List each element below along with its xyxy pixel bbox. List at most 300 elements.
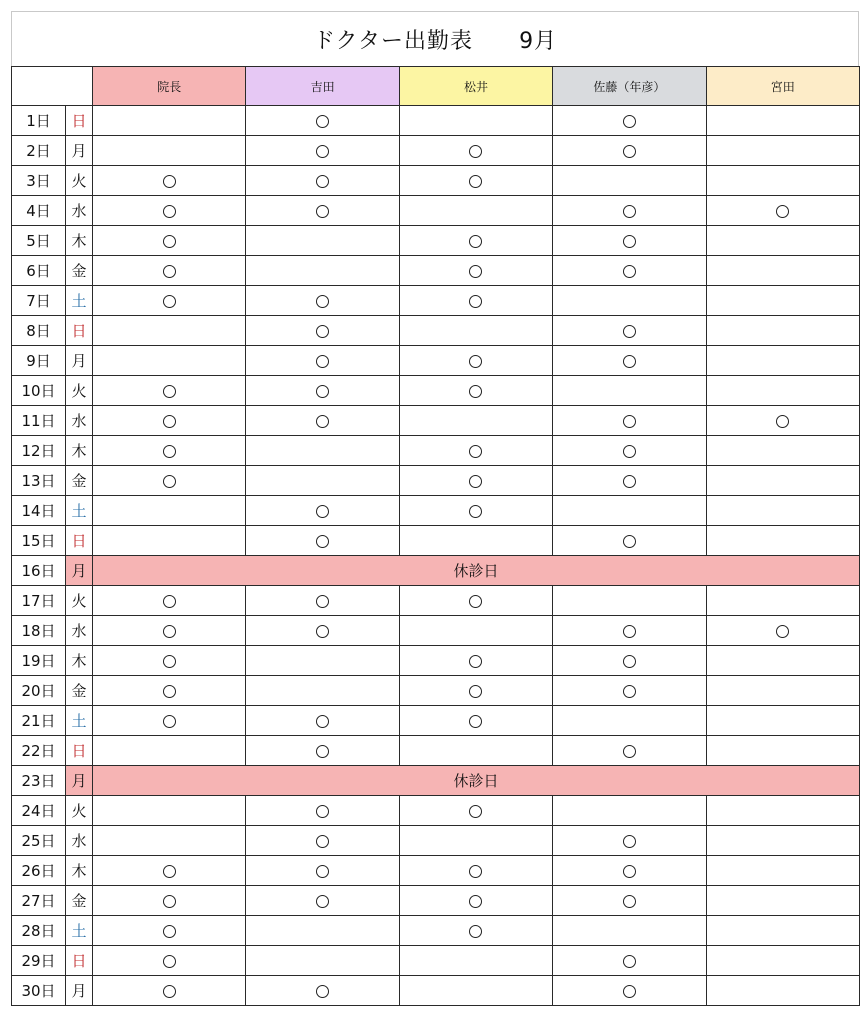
shift-cell-incho (93, 256, 246, 286)
weekday-cell: 金 (66, 256, 93, 286)
table-row (12, 166, 860, 196)
attendance-circle-icon (316, 595, 329, 608)
attendance-circle-icon (469, 355, 482, 368)
shift-cell-yoshida (246, 406, 399, 436)
shift-cell-miyata (706, 886, 859, 916)
shift-cell-miyata (706, 916, 859, 946)
day-cell: 5日 (12, 226, 66, 256)
shift-cell-yoshida (246, 376, 399, 406)
shift-cell-yoshida (246, 856, 399, 886)
day-cell: 21日 (12, 706, 66, 736)
shift-cell-matsui (399, 376, 552, 406)
shift-cell-yoshida (246, 916, 399, 946)
shift-cell-miyata (706, 646, 859, 676)
day-cell: 29日 (12, 946, 66, 976)
table-row (12, 856, 860, 886)
attendance-circle-icon (623, 955, 636, 968)
shift-cell-yoshida (246, 346, 399, 376)
attendance-circle-icon (623, 535, 636, 548)
shift-cell-miyata (706, 616, 859, 646)
attendance-circle-icon (316, 835, 329, 848)
shift-cell-sato (553, 196, 706, 226)
shift-cell-matsui (399, 286, 552, 316)
shift-cell-incho (93, 196, 246, 226)
shift-cell-matsui (399, 946, 552, 976)
day-cell: 25日 (12, 826, 66, 856)
table-row (12, 736, 860, 766)
attendance-circle-icon (163, 445, 176, 458)
shift-cell-matsui (399, 706, 552, 736)
attendance-circle-icon (623, 445, 636, 458)
table-row (12, 316, 860, 346)
shift-cell-incho (93, 616, 246, 646)
day-cell: 6日 (12, 256, 66, 286)
attendance-circle-icon (316, 205, 329, 218)
shift-cell-yoshida (246, 796, 399, 826)
attendance-circle-icon (316, 535, 329, 548)
table-row (12, 136, 860, 166)
attendance-circle-icon (316, 625, 329, 638)
shift-cell-yoshida (246, 166, 399, 196)
table-row (12, 346, 860, 376)
attendance-circle-icon (163, 265, 176, 278)
shift-cell-incho (93, 706, 246, 736)
shift-cell-matsui (399, 586, 552, 616)
shift-cell-miyata (706, 136, 859, 166)
shift-cell-yoshida (246, 676, 399, 706)
table-row (12, 646, 860, 676)
day-cell: 12日 (12, 436, 66, 466)
table-row (12, 676, 860, 706)
shift-cell-sato (553, 886, 706, 916)
weekday-cell: 金 (66, 676, 93, 706)
shift-cell-yoshida (246, 616, 399, 646)
weekday-cell: 土 (66, 916, 93, 946)
attendance-circle-icon (316, 325, 329, 338)
closed-day-banner: 休診日 (93, 556, 860, 586)
attendance-circle-icon (469, 175, 482, 188)
attendance-circle-icon (623, 985, 636, 998)
day-cell: 22日 (12, 736, 66, 766)
shift-cell-incho (93, 676, 246, 706)
shift-cell-sato (553, 706, 706, 736)
shift-cell-incho (93, 796, 246, 826)
day-cell: 18日 (12, 616, 66, 646)
day-cell: 11日 (12, 406, 66, 436)
day-cell: 28日 (12, 916, 66, 946)
table-row (12, 886, 860, 916)
attendance-circle-icon (163, 295, 176, 308)
shift-cell-incho (93, 376, 246, 406)
shift-cell-incho (93, 856, 246, 886)
attendance-circle-icon (316, 385, 329, 398)
shift-cell-matsui (399, 406, 552, 436)
attendance-circle-icon (469, 895, 482, 908)
shift-cell-yoshida (246, 826, 399, 856)
shift-cell-sato (553, 586, 706, 616)
shift-cell-yoshida (246, 286, 399, 316)
day-cell: 17日 (12, 586, 66, 616)
shift-cell-yoshida (246, 586, 399, 616)
shift-cell-incho (93, 976, 246, 1006)
attendance-circle-icon (623, 745, 636, 758)
attendance-circle-icon (623, 235, 636, 248)
shift-cell-miyata (706, 586, 859, 616)
shift-cell-matsui (399, 796, 552, 826)
day-cell: 14日 (12, 496, 66, 526)
attendance-circle-icon (469, 445, 482, 458)
shift-cell-miyata (706, 736, 859, 766)
weekday-cell: 木 (66, 856, 93, 886)
weekday-cell: 月 (66, 766, 93, 796)
shift-cell-yoshida (246, 226, 399, 256)
weekday-cell: 水 (66, 826, 93, 856)
shift-cell-miyata (706, 526, 859, 556)
attendance-circle-icon (469, 805, 482, 818)
shift-cell-incho (93, 526, 246, 556)
shift-cell-miyata (706, 106, 859, 136)
attendance-circle-icon (163, 235, 176, 248)
attendance-circle-icon (163, 685, 176, 698)
attendance-circle-icon (623, 685, 636, 698)
shift-cell-miyata (706, 436, 859, 466)
attendance-circle-icon (623, 835, 636, 848)
weekday-cell: 金 (66, 466, 93, 496)
attendance-circle-icon (623, 145, 636, 158)
weekday-cell: 水 (66, 406, 93, 436)
attendance-circle-icon (316, 505, 329, 518)
attendance-circle-icon (623, 265, 636, 278)
shift-cell-yoshida (246, 646, 399, 676)
shift-cell-miyata (706, 346, 859, 376)
day-cell: 27日 (12, 886, 66, 916)
shift-cell-matsui (399, 736, 552, 766)
shift-cell-sato (553, 166, 706, 196)
weekday-cell: 日 (66, 526, 93, 556)
corner-cell (12, 67, 93, 106)
attendance-circle-icon (163, 655, 176, 668)
weekday-cell: 土 (66, 286, 93, 316)
shift-cell-sato (553, 346, 706, 376)
attendance-circle-icon (469, 265, 482, 278)
attendance-circle-icon (163, 715, 176, 728)
closed-day-banner: 休診日 (93, 766, 860, 796)
shift-cell-incho (93, 496, 246, 526)
shift-cell-matsui (399, 436, 552, 466)
table-row (12, 526, 860, 556)
shift-cell-yoshida (246, 466, 399, 496)
attendance-circle-icon (469, 715, 482, 728)
weekday-cell: 木 (66, 436, 93, 466)
table-row (12, 256, 860, 286)
shift-cell-yoshida (246, 946, 399, 976)
schedule-body (12, 106, 860, 1006)
table-row (12, 976, 860, 1006)
shift-cell-sato (553, 826, 706, 856)
shift-cell-miyata (706, 166, 859, 196)
attendance-circle-icon (776, 415, 789, 428)
shift-cell-sato (553, 376, 706, 406)
shift-cell-yoshida (246, 136, 399, 166)
weekday-cell: 火 (66, 166, 93, 196)
day-cell: 9日 (12, 346, 66, 376)
table-row (12, 466, 860, 496)
shift-cell-sato (553, 406, 706, 436)
doctor-header-miyata: 宮田 (706, 67, 859, 106)
shift-cell-matsui (399, 976, 552, 1006)
shift-cell-yoshida (246, 496, 399, 526)
day-cell: 4日 (12, 196, 66, 226)
shift-cell-miyata (706, 256, 859, 286)
shift-cell-matsui (399, 166, 552, 196)
attendance-circle-icon (469, 145, 482, 158)
table-row (12, 226, 860, 256)
shift-cell-miyata (706, 376, 859, 406)
attendance-circle-icon (623, 475, 636, 488)
shift-cell-sato (553, 256, 706, 286)
attendance-circle-icon (469, 865, 482, 878)
shift-cell-miyata (706, 286, 859, 316)
day-cell: 30日 (12, 976, 66, 1006)
weekday-cell: 土 (66, 496, 93, 526)
shift-cell-sato (553, 616, 706, 646)
attendance-circle-icon (163, 175, 176, 188)
shift-cell-incho (93, 586, 246, 616)
table-row (12, 766, 860, 796)
attendance-circle-icon (163, 895, 176, 908)
attendance-circle-icon (163, 205, 176, 218)
attendance-circle-icon (623, 865, 636, 878)
attendance-circle-icon (163, 385, 176, 398)
weekday-cell: 水 (66, 616, 93, 646)
attendance-circle-icon (316, 715, 329, 728)
day-cell: 10日 (12, 376, 66, 406)
shift-cell-matsui (399, 676, 552, 706)
attendance-circle-icon (623, 325, 636, 338)
attendance-circle-icon (316, 985, 329, 998)
table-row (12, 286, 860, 316)
table-row (12, 616, 860, 646)
attendance-circle-icon (623, 625, 636, 638)
day-cell: 24日 (12, 796, 66, 826)
shift-cell-incho (93, 136, 246, 166)
shift-cell-yoshida (246, 256, 399, 286)
day-cell: 15日 (12, 526, 66, 556)
table-row (12, 916, 860, 946)
shift-cell-incho (93, 286, 246, 316)
table-row (12, 946, 860, 976)
shift-cell-matsui (399, 466, 552, 496)
shift-cell-sato (553, 796, 706, 826)
shift-cell-miyata (706, 976, 859, 1006)
shift-cell-miyata (706, 796, 859, 826)
shift-cell-sato (553, 286, 706, 316)
shift-cell-sato (553, 436, 706, 466)
shift-cell-matsui (399, 526, 552, 556)
shift-cell-yoshida (246, 976, 399, 1006)
title-text: ドクター出勤表 (312, 28, 474, 54)
shift-cell-incho (93, 226, 246, 256)
shift-cell-matsui (399, 646, 552, 676)
attendance-circle-icon (316, 175, 329, 188)
day-cell: 26日 (12, 856, 66, 886)
shift-cell-yoshida (246, 196, 399, 226)
shift-cell-incho (93, 946, 246, 976)
table-row (12, 706, 860, 736)
shift-cell-matsui (399, 826, 552, 856)
shift-cell-sato (553, 136, 706, 166)
attendance-circle-icon (163, 955, 176, 968)
shift-cell-matsui (399, 136, 552, 166)
shift-cell-incho (93, 916, 246, 946)
shift-cell-miyata (706, 196, 859, 226)
attendance-circle-icon (469, 685, 482, 698)
table-row (12, 586, 860, 616)
shift-cell-yoshida (246, 436, 399, 466)
title-month: 9月 (519, 28, 558, 54)
attendance-circle-icon (316, 745, 329, 758)
attendance-circle-icon (623, 415, 636, 428)
shift-cell-matsui (399, 496, 552, 526)
day-cell: 20日 (12, 676, 66, 706)
shift-cell-miyata (706, 826, 859, 856)
attendance-circle-icon (316, 145, 329, 158)
attendance-circle-icon (776, 625, 789, 638)
table-row (12, 826, 860, 856)
shift-cell-miyata (706, 676, 859, 706)
weekday-cell: 木 (66, 646, 93, 676)
day-cell: 8日 (12, 316, 66, 346)
weekday-cell: 月 (66, 136, 93, 166)
attendance-circle-icon (163, 925, 176, 938)
day-cell: 23日 (12, 766, 66, 796)
shift-cell-incho (93, 886, 246, 916)
shift-cell-matsui (399, 856, 552, 886)
shift-cell-miyata (706, 466, 859, 496)
shift-cell-miyata (706, 946, 859, 976)
doctor-header-matsui: 松井 (399, 67, 552, 106)
shift-cell-matsui (399, 196, 552, 226)
shift-cell-miyata (706, 316, 859, 346)
shift-cell-yoshida (246, 526, 399, 556)
table-row (12, 556, 860, 586)
day-cell: 13日 (12, 466, 66, 496)
day-cell: 3日 (12, 166, 66, 196)
weekday-cell: 月 (66, 976, 93, 1006)
attendance-circle-icon (316, 355, 329, 368)
day-cell: 2日 (12, 136, 66, 166)
shift-cell-incho (93, 346, 246, 376)
shift-cell-incho (93, 166, 246, 196)
weekday-cell: 金 (66, 886, 93, 916)
attendance-circle-icon (163, 595, 176, 608)
attendance-circle-icon (316, 805, 329, 818)
attendance-circle-icon (469, 655, 482, 668)
shift-cell-incho (93, 316, 246, 346)
shift-cell-miyata (706, 856, 859, 886)
attendance-circle-icon (163, 415, 176, 428)
attendance-circle-icon (316, 865, 329, 878)
shift-cell-yoshida (246, 706, 399, 736)
attendance-circle-icon (469, 505, 482, 518)
day-cell: 1日 (12, 106, 66, 136)
shift-cell-sato (553, 226, 706, 256)
weekday-cell: 木 (66, 226, 93, 256)
attendance-circle-icon (469, 475, 482, 488)
attendance-circle-icon (163, 985, 176, 998)
shift-cell-sato (553, 676, 706, 706)
shift-cell-matsui (399, 346, 552, 376)
shift-cell-incho (93, 826, 246, 856)
shift-cell-sato (553, 526, 706, 556)
shift-cell-sato (553, 496, 706, 526)
attendance-circle-icon (163, 475, 176, 488)
shift-cell-sato (553, 646, 706, 676)
shift-cell-incho (93, 406, 246, 436)
table-row (12, 196, 860, 226)
attendance-circle-icon (469, 925, 482, 938)
doctor-header-sato: 佐藤（年彦） (553, 67, 706, 106)
attendance-circle-icon (163, 625, 176, 638)
attendance-circle-icon (776, 205, 789, 218)
attendance-circle-icon (623, 895, 636, 908)
attendance-circle-icon (623, 205, 636, 218)
table-row (12, 376, 860, 406)
shift-cell-matsui (399, 226, 552, 256)
shift-cell-incho (93, 106, 246, 136)
shift-cell-sato (553, 106, 706, 136)
table-row (12, 406, 860, 436)
shift-cell-miyata (706, 226, 859, 256)
day-cell: 7日 (12, 286, 66, 316)
shift-cell-incho (93, 466, 246, 496)
shift-cell-sato (553, 976, 706, 1006)
day-cell: 19日 (12, 646, 66, 676)
weekday-cell: 水 (66, 196, 93, 226)
table-row (12, 106, 860, 136)
shift-cell-sato (553, 466, 706, 496)
attendance-circle-icon (469, 595, 482, 608)
attendance-circle-icon (469, 295, 482, 308)
shift-cell-sato (553, 946, 706, 976)
attendance-circle-icon (469, 385, 482, 398)
weekday-cell: 日 (66, 316, 93, 346)
shift-cell-matsui (399, 916, 552, 946)
shift-cell-sato (553, 856, 706, 886)
attendance-circle-icon (316, 295, 329, 308)
weekday-cell: 月 (66, 346, 93, 376)
shift-cell-sato (553, 916, 706, 946)
weekday-cell: 日 (66, 106, 93, 136)
shift-cell-incho (93, 436, 246, 466)
day-cell: 16日 (12, 556, 66, 586)
page-title (11, 11, 859, 66)
weekday-cell: 火 (66, 586, 93, 616)
attendance-circle-icon (316, 415, 329, 428)
shift-cell-matsui (399, 256, 552, 286)
weekday-cell: 火 (66, 796, 93, 826)
attendance-circle-icon (163, 865, 176, 878)
shift-cell-incho (93, 646, 246, 676)
shift-cell-miyata (706, 706, 859, 736)
header-row (12, 67, 860, 106)
schedule-table (11, 66, 860, 1006)
shift-cell-sato (553, 316, 706, 346)
shift-cell-matsui (399, 886, 552, 916)
shift-cell-matsui (399, 316, 552, 346)
weekday-cell: 日 (66, 946, 93, 976)
attendance-circle-icon (469, 235, 482, 248)
